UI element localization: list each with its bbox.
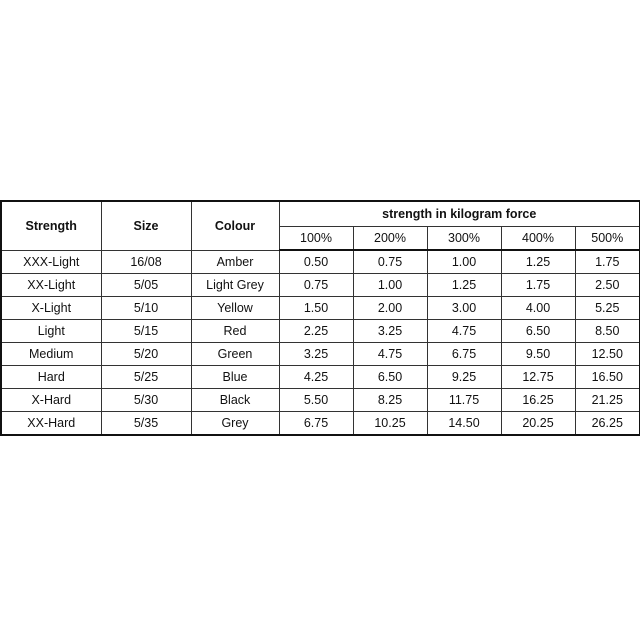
header-percent: 500% [575,227,640,251]
value-cell: 9.50 [501,343,575,366]
header-percent: 300% [427,227,501,251]
value-cell: 21.25 [575,389,640,412]
value-cell: 1.75 [501,274,575,297]
value-cell: 0.50 [279,250,353,274]
table-body [1,250,640,435]
colour-cell: Blue [191,366,279,389]
value-cell: 8.25 [353,389,427,412]
header-colour: Colour [191,201,279,250]
header-strength: Strength [1,201,101,250]
value-cell: 2.25 [279,320,353,343]
value-cell: 5.25 [575,297,640,320]
value-cell: 1.50 [279,297,353,320]
strength-cell: XXX-Light [1,250,101,274]
value-cell: 6.50 [353,366,427,389]
value-cell: 6.75 [279,412,353,436]
value-cell: 12.50 [575,343,640,366]
value-cell: 20.25 [501,412,575,436]
strength-table-container [0,200,639,436]
strength-cell: XX-Light [1,274,101,297]
table-row [1,412,640,436]
strength-cell: Medium [1,343,101,366]
header-percent: 400% [501,227,575,251]
table-row [1,250,640,274]
size-cell: 5/15 [101,320,191,343]
value-cell: 8.50 [575,320,640,343]
value-cell: 3.25 [353,320,427,343]
header-kilogram-force-group: strength in kilogram force [279,201,640,227]
value-cell: 14.50 [427,412,501,436]
strength-cell: Hard [1,366,101,389]
table-row [1,320,640,343]
header-percent: 200% [353,227,427,251]
value-cell: 4.75 [427,320,501,343]
value-cell: 1.25 [501,250,575,274]
colour-cell: Grey [191,412,279,436]
colour-cell: Red [191,320,279,343]
header-percent: 100% [279,227,353,251]
value-cell: 16.50 [575,366,640,389]
value-cell: 4.00 [501,297,575,320]
value-cell: 12.75 [501,366,575,389]
value-cell: 11.75 [427,389,501,412]
value-cell: 3.25 [279,343,353,366]
size-cell: 5/25 [101,366,191,389]
strength-cell: X-Light [1,297,101,320]
value-cell: 5.50 [279,389,353,412]
colour-cell: Light Grey [191,274,279,297]
value-cell: 1.00 [427,250,501,274]
size-cell: 5/20 [101,343,191,366]
strength-cell: X-Hard [1,389,101,412]
value-cell: 0.75 [279,274,353,297]
value-cell: 26.25 [575,412,640,436]
value-cell: 16.25 [501,389,575,412]
table-row [1,297,640,320]
table-row [1,389,640,412]
size-cell: 5/35 [101,412,191,436]
strength-cell: XX-Hard [1,412,101,436]
table-row [1,343,640,366]
value-cell: 4.75 [353,343,427,366]
size-cell: 5/05 [101,274,191,297]
strength-cell: Light [1,320,101,343]
colour-cell: Green [191,343,279,366]
table-row [1,274,640,297]
value-cell: 9.25 [427,366,501,389]
size-cell: 5/10 [101,297,191,320]
value-cell: 1.00 [353,274,427,297]
value-cell: 4.25 [279,366,353,389]
value-cell: 1.25 [427,274,501,297]
colour-cell: Yellow [191,297,279,320]
value-cell: 1.75 [575,250,640,274]
value-cell: 6.50 [501,320,575,343]
header-size: Size [101,201,191,250]
value-cell: 2.00 [353,297,427,320]
value-cell: 10.25 [353,412,427,436]
colour-cell: Black [191,389,279,412]
size-cell: 16/08 [101,250,191,274]
value-cell: 6.75 [427,343,501,366]
strength-table [0,200,640,436]
size-cell: 5/30 [101,389,191,412]
value-cell: 0.75 [353,250,427,274]
value-cell: 3.00 [427,297,501,320]
table-row [1,366,640,389]
value-cell: 2.50 [575,274,640,297]
colour-cell: Amber [191,250,279,274]
header-row [1,201,640,227]
